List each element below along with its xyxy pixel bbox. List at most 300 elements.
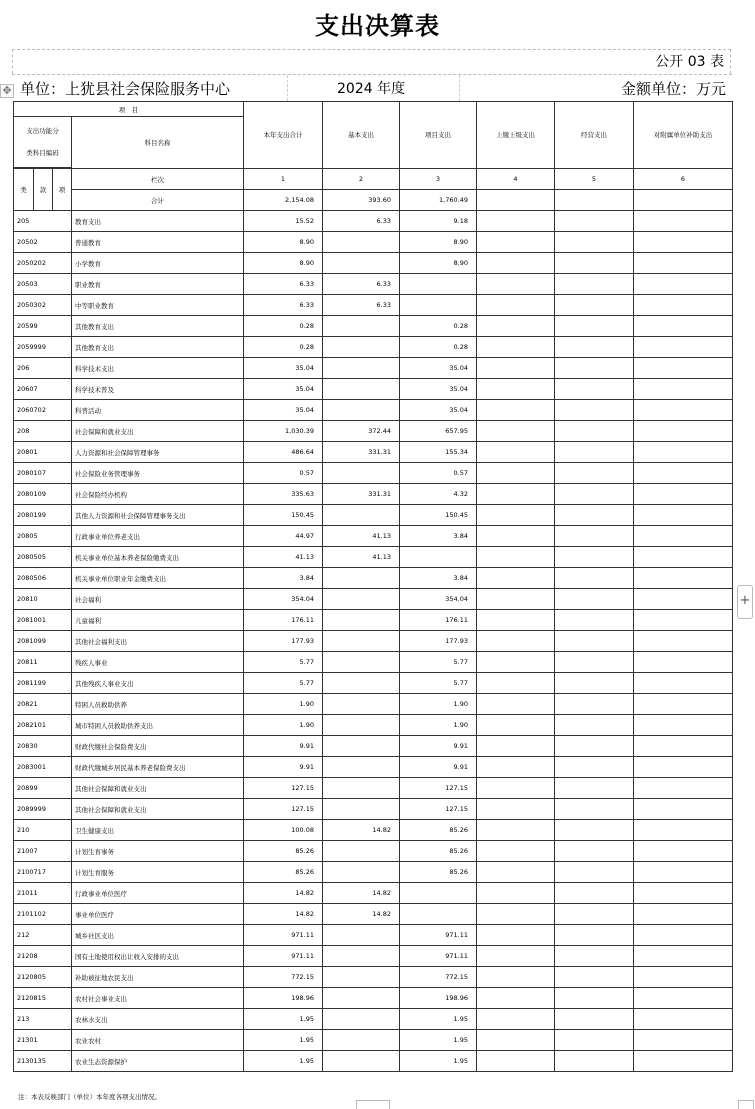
total-amount-cell: 127.15 (244, 799, 323, 820)
project-amount-cell: 1.95 (400, 1009, 477, 1030)
project-amount-cell: 8.90 (400, 232, 477, 253)
total-amount-cell: 15.52 (244, 211, 323, 232)
subsidiary-cell (634, 337, 733, 358)
total-amount-cell: 0.28 (244, 337, 323, 358)
table-row (14, 295, 733, 316)
project-amount-cell: 971.11 (400, 925, 477, 946)
total-amount-cell: 8.90 (244, 232, 323, 253)
total-amount-cell: 772.15 (244, 967, 323, 988)
project-amount-cell: 3.84 (400, 568, 477, 589)
upper-cell (477, 652, 555, 673)
total-amount-cell: 127.15 (244, 778, 323, 799)
code-cell: 205 (14, 211, 72, 232)
code-cell: 20607 (14, 379, 72, 400)
upper-cell (477, 253, 555, 274)
basic-amount-cell: 6.33 (323, 274, 400, 295)
upper-cell (477, 295, 555, 316)
operating-cell (555, 232, 634, 253)
subject-name-cell: 人力资源和社会保障管理事务 (72, 442, 244, 463)
code-cell: 2083001 (14, 757, 72, 778)
subject-name-cell: 教育支出 (72, 211, 244, 232)
operating-cell (555, 274, 634, 295)
total-amount-cell: 5.77 (244, 652, 323, 673)
operating-cell (555, 421, 634, 442)
subject-name-cell: 城市特困人员救助供养支出 (72, 715, 244, 736)
operating-cell (555, 631, 634, 652)
subsidiary-cell (634, 211, 733, 232)
basic-amount-cell: 6.33 (323, 295, 400, 316)
total-amount-cell: 44.97 (244, 526, 323, 547)
table-row (14, 421, 733, 442)
project-amount-cell: 1.95 (400, 1051, 477, 1072)
operating-cell (555, 211, 634, 232)
total-amount-cell: 85.26 (244, 841, 323, 862)
total-amount-cell: 85.26 (244, 862, 323, 883)
upper-cell (477, 925, 555, 946)
upper-cell (477, 988, 555, 1009)
project-amount-cell: 150.45 (400, 505, 477, 526)
basic-amount-cell (323, 463, 400, 484)
total-amount-cell: 177.93 (244, 631, 323, 652)
basic-amount-cell: 41.13 (323, 526, 400, 547)
upper-cell (477, 316, 555, 337)
table-row (14, 1051, 733, 1072)
subject-name-cell: 农林水支出 (72, 1009, 244, 1030)
project-amount-cell: 155.34 (400, 442, 477, 463)
operating-cell (555, 442, 634, 463)
project-amount-cell: 9.18 (400, 211, 477, 232)
operating-cell (555, 967, 634, 988)
basic-amount-cell: 41.13 (323, 547, 400, 568)
total-amount-cell: 9.91 (244, 757, 323, 778)
operating-cell (555, 526, 634, 547)
project-amount-cell: 177.93 (400, 631, 477, 652)
unit-row (12, 74, 732, 100)
subsidiary-cell (634, 589, 733, 610)
total-amount-cell: 971.11 (244, 946, 323, 967)
basic-amount-cell (323, 862, 400, 883)
subsidiary-cell (634, 925, 733, 946)
upper-cell (477, 673, 555, 694)
table-row (14, 967, 733, 988)
basic-amount-cell: 14.82 (323, 883, 400, 904)
total-cell (634, 190, 733, 211)
project-amount-cell: 1.95 (400, 1030, 477, 1051)
public-table-number: 公开 03 表 (12, 49, 731, 74)
operating-cell (555, 1051, 634, 1072)
subsidiary-cell (634, 736, 733, 757)
total-amount-cell: 35.04 (244, 379, 323, 400)
operating-cell (555, 358, 634, 379)
basic-amount-cell (323, 1030, 400, 1051)
operating-cell (555, 547, 634, 568)
code-cell: 21007 (14, 841, 72, 862)
subject-name-cell: 行政事业单位医疗 (72, 883, 244, 904)
code-cell: 2089999 (14, 799, 72, 820)
basic-amount-cell (323, 589, 400, 610)
col-header: 本年支出合计 (244, 102, 323, 169)
total-label: 合计 (72, 190, 244, 211)
subject-name-cell: 国有土地使用权出让收入安排的支出 (72, 946, 244, 967)
operating-cell (555, 1009, 634, 1030)
subject-name-cell: 事业单位医疗 (72, 904, 244, 925)
upper-cell (477, 337, 555, 358)
basic-amount-cell: 6.33 (323, 211, 400, 232)
amount-unit-label: 金额单位：万元 (620, 80, 726, 98)
code-cell: 2059999 (14, 337, 72, 358)
code-cell: 2081001 (14, 610, 72, 631)
total-amount-cell: 1.95 (244, 1030, 323, 1051)
subject-name-cell: 社会福利 (72, 589, 244, 610)
total-amount-cell: 6.33 (244, 274, 323, 295)
table-move-handle-icon[interactable]: ✥ (0, 84, 14, 98)
operating-cell (555, 379, 634, 400)
table-row (14, 232, 733, 253)
subsidiary-cell (634, 463, 733, 484)
subsidiary-cell (634, 547, 733, 568)
unit-label: 单位：上犹县社会保险服务中心 (20, 80, 231, 98)
total-amount-cell: 198.96 (244, 988, 323, 1009)
subsidiary-cell (634, 820, 733, 841)
subject-name-cell: 其他教育支出 (72, 316, 244, 337)
total-amount-cell: 100.08 (244, 820, 323, 841)
subsidiary-cell (634, 673, 733, 694)
code-cell: 2080107 (14, 463, 72, 484)
basic-amount-cell: 331.31 (323, 484, 400, 505)
code-cell: 21301 (14, 1030, 72, 1051)
project-amount-cell (400, 274, 477, 295)
subsidiary-cell (634, 904, 733, 925)
subsidiary-cell (634, 757, 733, 778)
operating-cell (555, 988, 634, 1009)
xiang-header: 项 (53, 169, 72, 211)
subject-name-cell: 中等职业教育 (72, 295, 244, 316)
total-cell (477, 190, 555, 211)
upper-cell (477, 757, 555, 778)
subject-name-cell: 其他残疾人事业支出 (72, 673, 244, 694)
operating-cell (555, 736, 634, 757)
subsidiary-cell (634, 778, 733, 799)
table-row (14, 316, 733, 337)
subsidiary-cell (634, 442, 733, 463)
upper-cell (477, 610, 555, 631)
row-index-cell: 3 (400, 169, 477, 190)
basic-amount-cell (323, 610, 400, 631)
total-amount-cell: 1.95 (244, 1051, 323, 1072)
table-row (14, 379, 733, 400)
table-row (14, 589, 733, 610)
subject-name-header: 科目名称 (72, 117, 244, 169)
subsidiary-cell (634, 652, 733, 673)
total-amount-cell: 35.04 (244, 358, 323, 379)
col-header: 基本支出 (323, 102, 400, 169)
total-amount-cell: 1.95 (244, 1009, 323, 1030)
subsidiary-cell (634, 274, 733, 295)
code-cell: 2050202 (14, 253, 72, 274)
project-amount-cell: 1.90 (400, 694, 477, 715)
basic-amount-cell (323, 253, 400, 274)
subject-name-cell: 农业农村 (72, 1030, 244, 1051)
operating-cell (555, 316, 634, 337)
total-cell: 2,154.08 (244, 190, 323, 211)
upper-cell (477, 505, 555, 526)
subject-name-cell: 其他人力资源和社会保障管理事务支出 (72, 505, 244, 526)
basic-amount-cell (323, 337, 400, 358)
project-amount-cell: 772.15 (400, 967, 477, 988)
subject-name-cell: 财政代缴城乡居民基本养老保险费支出 (72, 757, 244, 778)
subject-name-cell: 普通教育 (72, 232, 244, 253)
code-cell: 20830 (14, 736, 72, 757)
subsidiary-cell (634, 715, 733, 736)
subsidiary-cell (634, 253, 733, 274)
subsidiary-cell (634, 505, 733, 526)
project-amount-cell (400, 904, 477, 925)
code-cell: 2080109 (14, 484, 72, 505)
project-amount-cell: 5.77 (400, 652, 477, 673)
subsidiary-cell (634, 988, 733, 1009)
project-amount-cell: 35.04 (400, 400, 477, 421)
operating-cell (555, 694, 634, 715)
table-row (14, 526, 733, 547)
code-cell: 2082101 (14, 715, 72, 736)
basic-amount-cell (323, 925, 400, 946)
basic-amount-cell (323, 841, 400, 862)
project-amount-cell: 1.90 (400, 715, 477, 736)
upper-cell (477, 883, 555, 904)
total-amount-cell: 14.82 (244, 883, 323, 904)
subsidiary-cell (634, 421, 733, 442)
code-cell: 208 (14, 421, 72, 442)
table-row (14, 862, 733, 883)
operating-cell (555, 715, 634, 736)
code-cell: 20801 (14, 442, 72, 463)
code-cell: 21208 (14, 946, 72, 967)
subject-name-cell: 农村社会事业支出 (72, 988, 244, 1009)
project-amount-cell: 657.95 (400, 421, 477, 442)
subsidiary-cell (634, 610, 733, 631)
subject-name-cell: 残疾人事业 (72, 652, 244, 673)
subject-name-cell: 农业生态资源保护 (72, 1051, 244, 1072)
total-amount-cell: 176.11 (244, 610, 323, 631)
code-cell: 20805 (14, 526, 72, 547)
code-cell: 2080505 (14, 547, 72, 568)
operating-cell (555, 652, 634, 673)
operating-cell (555, 253, 634, 274)
basic-amount-cell (323, 400, 400, 421)
table-row (14, 778, 733, 799)
table-row (14, 1009, 733, 1030)
basic-amount-cell (323, 232, 400, 253)
table-row (14, 442, 733, 463)
code-cell: 2081199 (14, 673, 72, 694)
row-index-cell: 1 (244, 169, 323, 190)
total-amount-cell: 35.04 (244, 400, 323, 421)
subject-name-cell: 小学教育 (72, 253, 244, 274)
operating-cell (555, 841, 634, 862)
operating-cell (555, 484, 634, 505)
table-row (14, 505, 733, 526)
subject-name-cell: 卫生健康支出 (72, 820, 244, 841)
subject-name-cell: 其他社会福利支出 (72, 631, 244, 652)
basic-amount-cell (323, 946, 400, 967)
subject-name-cell: 计划生育事务 (72, 841, 244, 862)
page-title: 支出决算表 (315, 12, 440, 40)
basic-amount-cell (323, 757, 400, 778)
operating-cell (555, 1030, 634, 1051)
table-row (14, 820, 733, 841)
upper-cell (477, 820, 555, 841)
basic-amount-cell (323, 1051, 400, 1072)
basic-amount-cell (323, 694, 400, 715)
project-amount-cell (400, 883, 477, 904)
project-amount-cell (400, 547, 477, 568)
operating-cell (555, 862, 634, 883)
subsidiary-cell (634, 379, 733, 400)
add-column-button[interactable]: + (737, 585, 753, 619)
upper-cell (477, 778, 555, 799)
total-amount-cell: 41.13 (244, 547, 323, 568)
project-amount-cell: 85.26 (400, 841, 477, 862)
operating-cell (555, 883, 634, 904)
operating-cell (555, 820, 634, 841)
upper-cell (477, 442, 555, 463)
table-row (14, 799, 733, 820)
table-row (14, 1030, 733, 1051)
basic-amount-cell: 331.31 (323, 442, 400, 463)
table-row (14, 736, 733, 757)
upper-cell (477, 736, 555, 757)
subsidiary-cell (634, 799, 733, 820)
basic-amount-cell (323, 799, 400, 820)
subsidiary-cell (634, 484, 733, 505)
project-amount-cell: 3.84 (400, 526, 477, 547)
operating-cell (555, 463, 634, 484)
code-cell: 20899 (14, 778, 72, 799)
table-row (14, 463, 733, 484)
table-row (14, 400, 733, 421)
expenditure-table (13, 101, 733, 1072)
upper-cell (477, 421, 555, 442)
subject-name-cell: 其他社会保障和就业支出 (72, 799, 244, 820)
upper-cell (477, 211, 555, 232)
upper-cell (477, 1051, 555, 1072)
basic-amount-cell (323, 358, 400, 379)
upper-cell (477, 400, 555, 421)
total-amount-cell: 5.77 (244, 673, 323, 694)
project-amount-cell: 971.11 (400, 946, 477, 967)
subsidiary-cell (634, 1030, 733, 1051)
total-cell (555, 190, 634, 211)
total-amount-cell: 486.64 (244, 442, 323, 463)
subsidiary-cell (634, 526, 733, 547)
basic-amount-cell (323, 631, 400, 652)
row-index-cell: 6 (634, 169, 733, 190)
code-cell: 2130135 (14, 1051, 72, 1072)
project-amount-cell: 9.91 (400, 757, 477, 778)
basic-amount-cell (323, 316, 400, 337)
table-row (14, 337, 733, 358)
code-cell: 2120805 (14, 967, 72, 988)
upper-cell (477, 904, 555, 925)
table-row (14, 757, 733, 778)
subject-name-cell: 职业教育 (72, 274, 244, 295)
operating-cell (555, 337, 634, 358)
row-index-cell: 4 (477, 169, 555, 190)
subject-name-cell: 城乡社区支出 (72, 925, 244, 946)
subsidiary-cell (634, 232, 733, 253)
operating-cell (555, 778, 634, 799)
operating-cell (555, 925, 634, 946)
col-header: 项目支出 (400, 102, 477, 169)
upper-cell (477, 631, 555, 652)
total-amount-cell: 971.11 (244, 925, 323, 946)
table-row (14, 610, 733, 631)
basic-amount-cell (323, 652, 400, 673)
upper-cell (477, 274, 555, 295)
project-amount-cell: 85.26 (400, 862, 477, 883)
code-cell: 2120815 (14, 988, 72, 1009)
project-amount-cell: 35.04 (400, 379, 477, 400)
project-amount-cell: 4.32 (400, 484, 477, 505)
upper-cell (477, 862, 555, 883)
total-cell: 393.60 (323, 190, 400, 211)
upper-cell (477, 232, 555, 253)
total-amount-cell: 9.91 (244, 736, 323, 757)
table-row (14, 694, 733, 715)
subsidiary-cell (634, 631, 733, 652)
basic-amount-cell (323, 988, 400, 1009)
subject-name-cell: 其他教育支出 (72, 337, 244, 358)
basic-amount-cell (323, 1009, 400, 1030)
subject-name-cell: 机关事业单位基本养老保险缴费支出 (72, 547, 244, 568)
basic-amount-cell (323, 379, 400, 400)
upper-cell (477, 1009, 555, 1030)
table-row (14, 946, 733, 967)
basic-amount-cell: 14.82 (323, 820, 400, 841)
subject-name-cell: 社会保险经办机构 (72, 484, 244, 505)
subsidiary-cell (634, 1051, 733, 1072)
code-cell: 2101102 (14, 904, 72, 925)
col-header: 经营支出 (555, 102, 634, 169)
table-row (14, 568, 733, 589)
basic-amount-cell: 14.82 (323, 904, 400, 925)
operating-cell (555, 799, 634, 820)
table-row (14, 904, 733, 925)
subject-name-cell: 社会保险业务管理事务 (72, 463, 244, 484)
subject-name-cell: 科普活动 (72, 400, 244, 421)
table-row (14, 883, 733, 904)
operating-cell (555, 610, 634, 631)
upper-cell (477, 589, 555, 610)
code-cell: 20502 (14, 232, 72, 253)
project-amount-cell: 198.96 (400, 988, 477, 1009)
subsidiary-cell (634, 946, 733, 967)
upper-cell (477, 1030, 555, 1051)
upper-cell (477, 715, 555, 736)
lei-header: 类 (14, 169, 34, 211)
total-amount-cell: 3.84 (244, 568, 323, 589)
operating-cell (555, 589, 634, 610)
subject-name-cell: 社会保障和就业支出 (72, 421, 244, 442)
col-header: 对附属单位补助支出 (634, 102, 733, 169)
code-cell: 2080199 (14, 505, 72, 526)
project-amount-cell: 9.91 (400, 736, 477, 757)
table-note: 注：本表反映部门（单位）本年度各项支出情况。 (18, 1093, 161, 1101)
subject-name-cell: 计划生育服务 (72, 862, 244, 883)
operating-cell (555, 295, 634, 316)
row-index-cell: 2 (323, 169, 400, 190)
table-row (14, 673, 733, 694)
